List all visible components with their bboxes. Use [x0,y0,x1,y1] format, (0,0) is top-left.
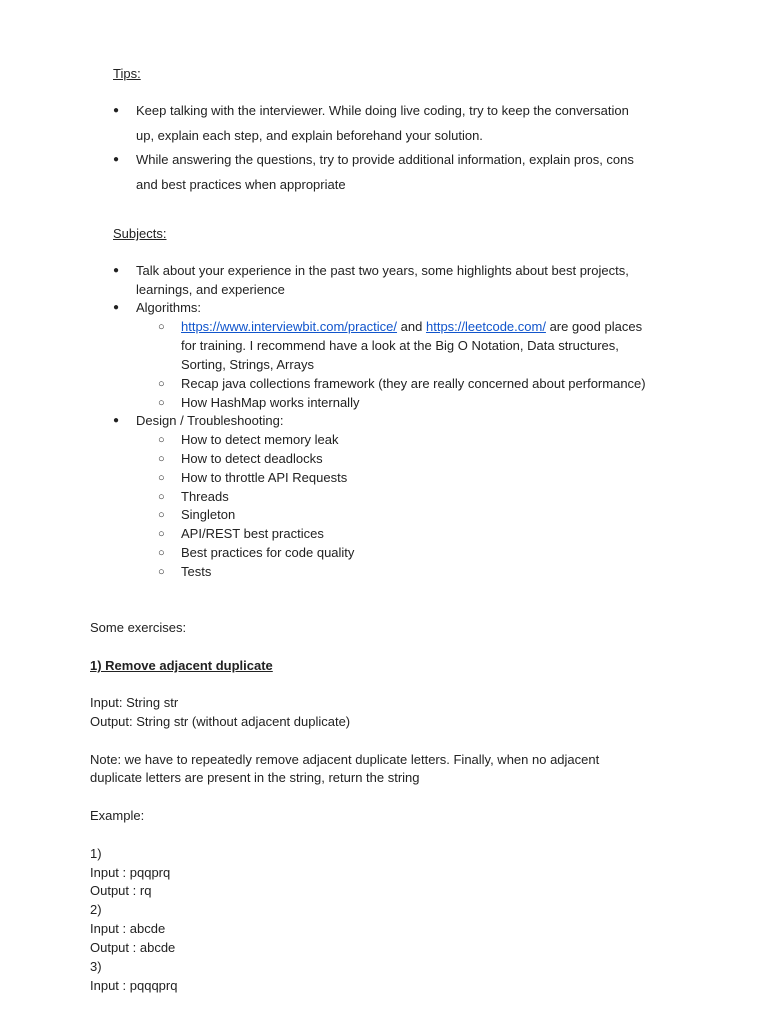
design-sub-item: API/REST best practices [181,526,324,541]
tips-heading: Tips: [113,66,141,81]
bullet-icon: ● [113,265,120,276]
experience-line-1: Talk about your experience in the past two years, some highlights about best projects, [136,263,629,278]
algorithms-links-line [181,318,642,336]
exercise-note-line-1: Note: we have to repeatedly remove adjacent duplicate letters. Finally, when no adjacent [90,752,600,767]
algorithms-line-2: for training. I recommend have a look at the Big O Notation, Data structures, [181,338,619,353]
exercise-input: Input: String str [90,695,179,710]
sub-bullet-icon: ○ [158,566,165,578]
example-line: 3) [90,959,102,974]
bullet-icon: ● [113,302,120,313]
example-line: Output : rq [90,883,152,898]
design-sub-item: Tests [181,564,212,579]
sub-bullet-icon: ○ [158,434,165,446]
tip-2-line-1: While answering the questions, try to provide additional information, explain pros, cons [136,152,634,167]
example-line: Output : abcde [90,940,176,955]
leetcode-link[interactable]: https://leetcode.com/ [425,319,546,334]
example-line: Input : pqqprq [90,865,171,880]
exercise-note-line-2: duplicate letters are present in the string, return the string [90,770,420,785]
experience-line-2: learnings, and experience [136,282,285,297]
tip-2-line-2: and best practices when appropriate [136,177,346,192]
design-sub-item: Best practices for code quality [181,545,355,560]
example-line: Input : pqqqprq [90,978,178,993]
design-sub-item: How to detect deadlocks [181,451,323,466]
algorithms-label: Algorithms: [136,300,202,315]
subjects-heading: Subjects: [113,226,167,241]
after-link-text: are good places [549,319,643,334]
example-line: 1) [90,846,102,861]
sub-bullet-icon: ○ [158,528,165,540]
tip-1-line-1: Keep talking with the interviewer. While doing live coding, try to keep the conversation [136,103,629,118]
exercises-intro: Some exercises: [90,620,187,635]
exercise-output: Output: String str (without adjacent duplicate) [90,714,351,729]
example-label: Example: [90,808,145,823]
design-sub-item: How to throttle API Requests [181,470,348,485]
example-line: Input : abcde [90,921,166,936]
design-sub-item: How to detect memory leak [181,432,339,447]
sub-bullet-icon: ○ [158,378,165,390]
interviewbit-link[interactable]: https://www.interviewbit.com/practice/ [181,319,398,334]
bullet-icon: ● [113,154,120,165]
bullet-icon: ● [113,415,120,426]
algorithms-sub-item: How HashMap works internally [181,395,360,410]
algorithms-sub-item: Recap java collections framework (they are really concerned about performance) [181,376,646,391]
sub-bullet-icon: ○ [158,397,165,409]
design-sub-item: Singleton [181,507,236,522]
example-line: 2) [90,902,102,917]
sub-bullet-icon: ○ [158,472,165,484]
sub-bullet-icon: ○ [158,453,165,465]
exercise-title: 1) Remove adjacent duplicate [90,658,273,673]
sub-bullet-icon: ○ [158,491,165,503]
and-text: and [400,319,423,334]
design-label: Design / Troubleshooting: [136,413,284,428]
algorithms-line-3: Sorting, Strings, Arrays [181,357,314,372]
sub-bullet-icon: ○ [158,509,165,521]
bullet-icon: ● [113,105,120,116]
design-sub-item: Threads [181,489,229,504]
tip-1-line-2: up, explain each step, and explain beforehand your solution. [136,128,483,143]
sub-bullet-icon: ○ [158,321,165,333]
sub-bullet-icon: ○ [158,547,165,559]
